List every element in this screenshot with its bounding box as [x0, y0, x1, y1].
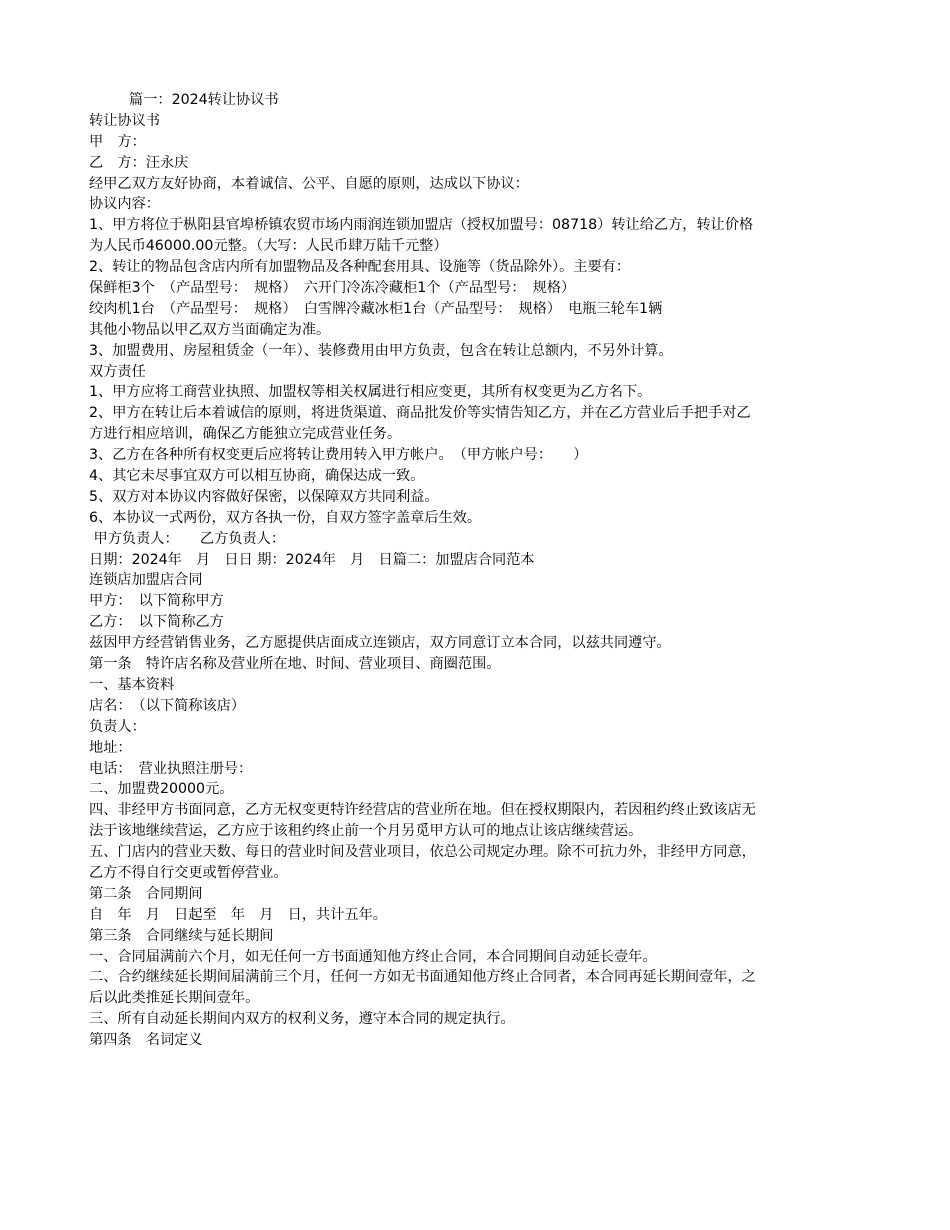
text-line: 经甲乙双方友好协商，本着诚信、公平、自愿的原则，达成以下协议： [89, 175, 529, 192]
contract-title: 连锁店加盟店合同 [89, 572, 203, 589]
date-line: 日期：2024年 月 日日 期：2024年 月 日篇二：加盟店合同范本 [89, 551, 535, 568]
text-line: 一、合同届满前六个月，如无任何一方书面通知他方终止合同，本合同期间自动延长壹年。 [89, 948, 657, 965]
text-line: 2、甲方在转让后本着诚信的原则，将进货渠道、商品批发价等实情告知乙方，并在乙方营业后手把手对乙 [89, 405, 751, 422]
text-line: 6、本协议一式两份，双方各执一份，自双方签字盖章后生效。 [89, 509, 482, 526]
text-line: 店名： （以下简称该店） [89, 697, 246, 714]
text-line: 五、门店内的营业天数、每日的营业时间及营业项目，依总公司规定办理。除不可抗力外，非经甲方同意， [89, 844, 756, 861]
section-heading: 篇一：2024转让协议书 [129, 92, 279, 108]
text-line: 保鲜柜3个 （产品型号： 规格） 六开门冷冻冷藏柜1个（产品型号： 规格） [89, 280, 576, 297]
signature-line: 甲方负责人： 乙方负责人： [89, 530, 286, 547]
party-a: 甲 方： [89, 133, 146, 150]
text-line: 绞肉机1台 （产品型号： 规格） 白雪牌冷藏冰柜1台（产品型号： 规格） 电瓶三轮车1辆 [89, 300, 663, 317]
party-b: 乙方： 以下简称乙方 [89, 614, 224, 631]
article-heading: 第四条 名词定义 [89, 1032, 203, 1049]
text-line: 负责人： [89, 718, 146, 735]
subheading: 协议内容： [89, 196, 160, 213]
text-line: 三、所有自动延长期间内双方的权利义务，遵守本合同的规定执行。 [89, 1011, 515, 1028]
text-line: 后以此类推延长期间壹年。 [89, 990, 260, 1007]
article-heading: 第一条 特许店名称及营业所在地、时间、营业项目、商圈范围。 [89, 656, 501, 673]
text-line: 1、甲方应将工商营业执照、加盟权等相关权属进行相应变更，其所有权变更为乙方名下。 [89, 384, 652, 401]
text-line: 为人民币46000.00元整。（大写：人民币肆万陆千元整） [89, 238, 448, 255]
text-line: 3、乙方在各种所有权变更后应将转让费用转入甲方帐户。 （甲方帐户号： ） [89, 447, 588, 464]
text-line: 4、其它未尽事宜双方可以相互协商，确保达成一致。 [89, 468, 425, 485]
text-line: 电话： 营业执照注册号： [89, 760, 253, 777]
text-line: 二、合约继续延长期间届满前三个月，任何一方如无书面通知他方终止合同者，本合同再延长期间壹年，之 [89, 969, 756, 986]
text-line: 其他小物品以甲乙双方当面确定为准。 [89, 321, 331, 338]
text-line: 方进行相应培训，确保乙方能独立完成营业任务。 [89, 426, 402, 443]
subheading: 一、基本资料 [89, 676, 175, 693]
text-line: 兹因甲方经营销售业务，乙方愿提供店面成立连锁店，双方同意订立本合同，以兹共同遵守。 [89, 635, 671, 652]
subheading: 双方责任 [89, 363, 146, 380]
article-heading: 第二条 合同期间 [89, 885, 203, 902]
text-line: 1、甲方将位于枞阳县官埠桥镇农贸市场内雨润连锁加盟店（授权加盟号：08718）转让给乙方，转让价格 [89, 217, 754, 234]
document-body [89, 90, 864, 1051]
text-line: 2、转让的物品包含店内所有加盟物品及各种配套用具、设施等（货品除外）。主要有： [89, 259, 631, 276]
text-line: 四、非经甲方书面同意，乙方无权变更特许经营店的营业所在地。但在授权期限内，若因租约终止致该店无 [89, 802, 756, 819]
text-line: 自 年 月 日起至 年 月 日，共计五年。 [89, 906, 387, 923]
text-line: 乙方不得自行交更或暂停营业。 [89, 864, 288, 881]
text-line: 5、双方对本协议内容做好保密，以保障双方共同利益。 [89, 488, 439, 505]
party-a: 甲方： 以下简称甲方 [89, 593, 224, 610]
party-b: 乙 方：汪永庆 [89, 154, 189, 171]
text-line: 3、加盟费用、房屋租赁金（一年）、装修费用由甲方负责，包含在转让总额内，不另外计算。 [89, 342, 673, 359]
article-heading: 第三条 合同继续与延长期间 [89, 927, 274, 944]
document-title: 转让协议书 [89, 112, 160, 129]
text-line: 二、加盟费20000元。 [89, 781, 234, 798]
text-line: 法于该地继续营运，乙方应于该租约终止前一个月另觅甲方认可的地点让该店继续营运。 [89, 823, 643, 840]
text-line: 地址： [89, 739, 132, 756]
